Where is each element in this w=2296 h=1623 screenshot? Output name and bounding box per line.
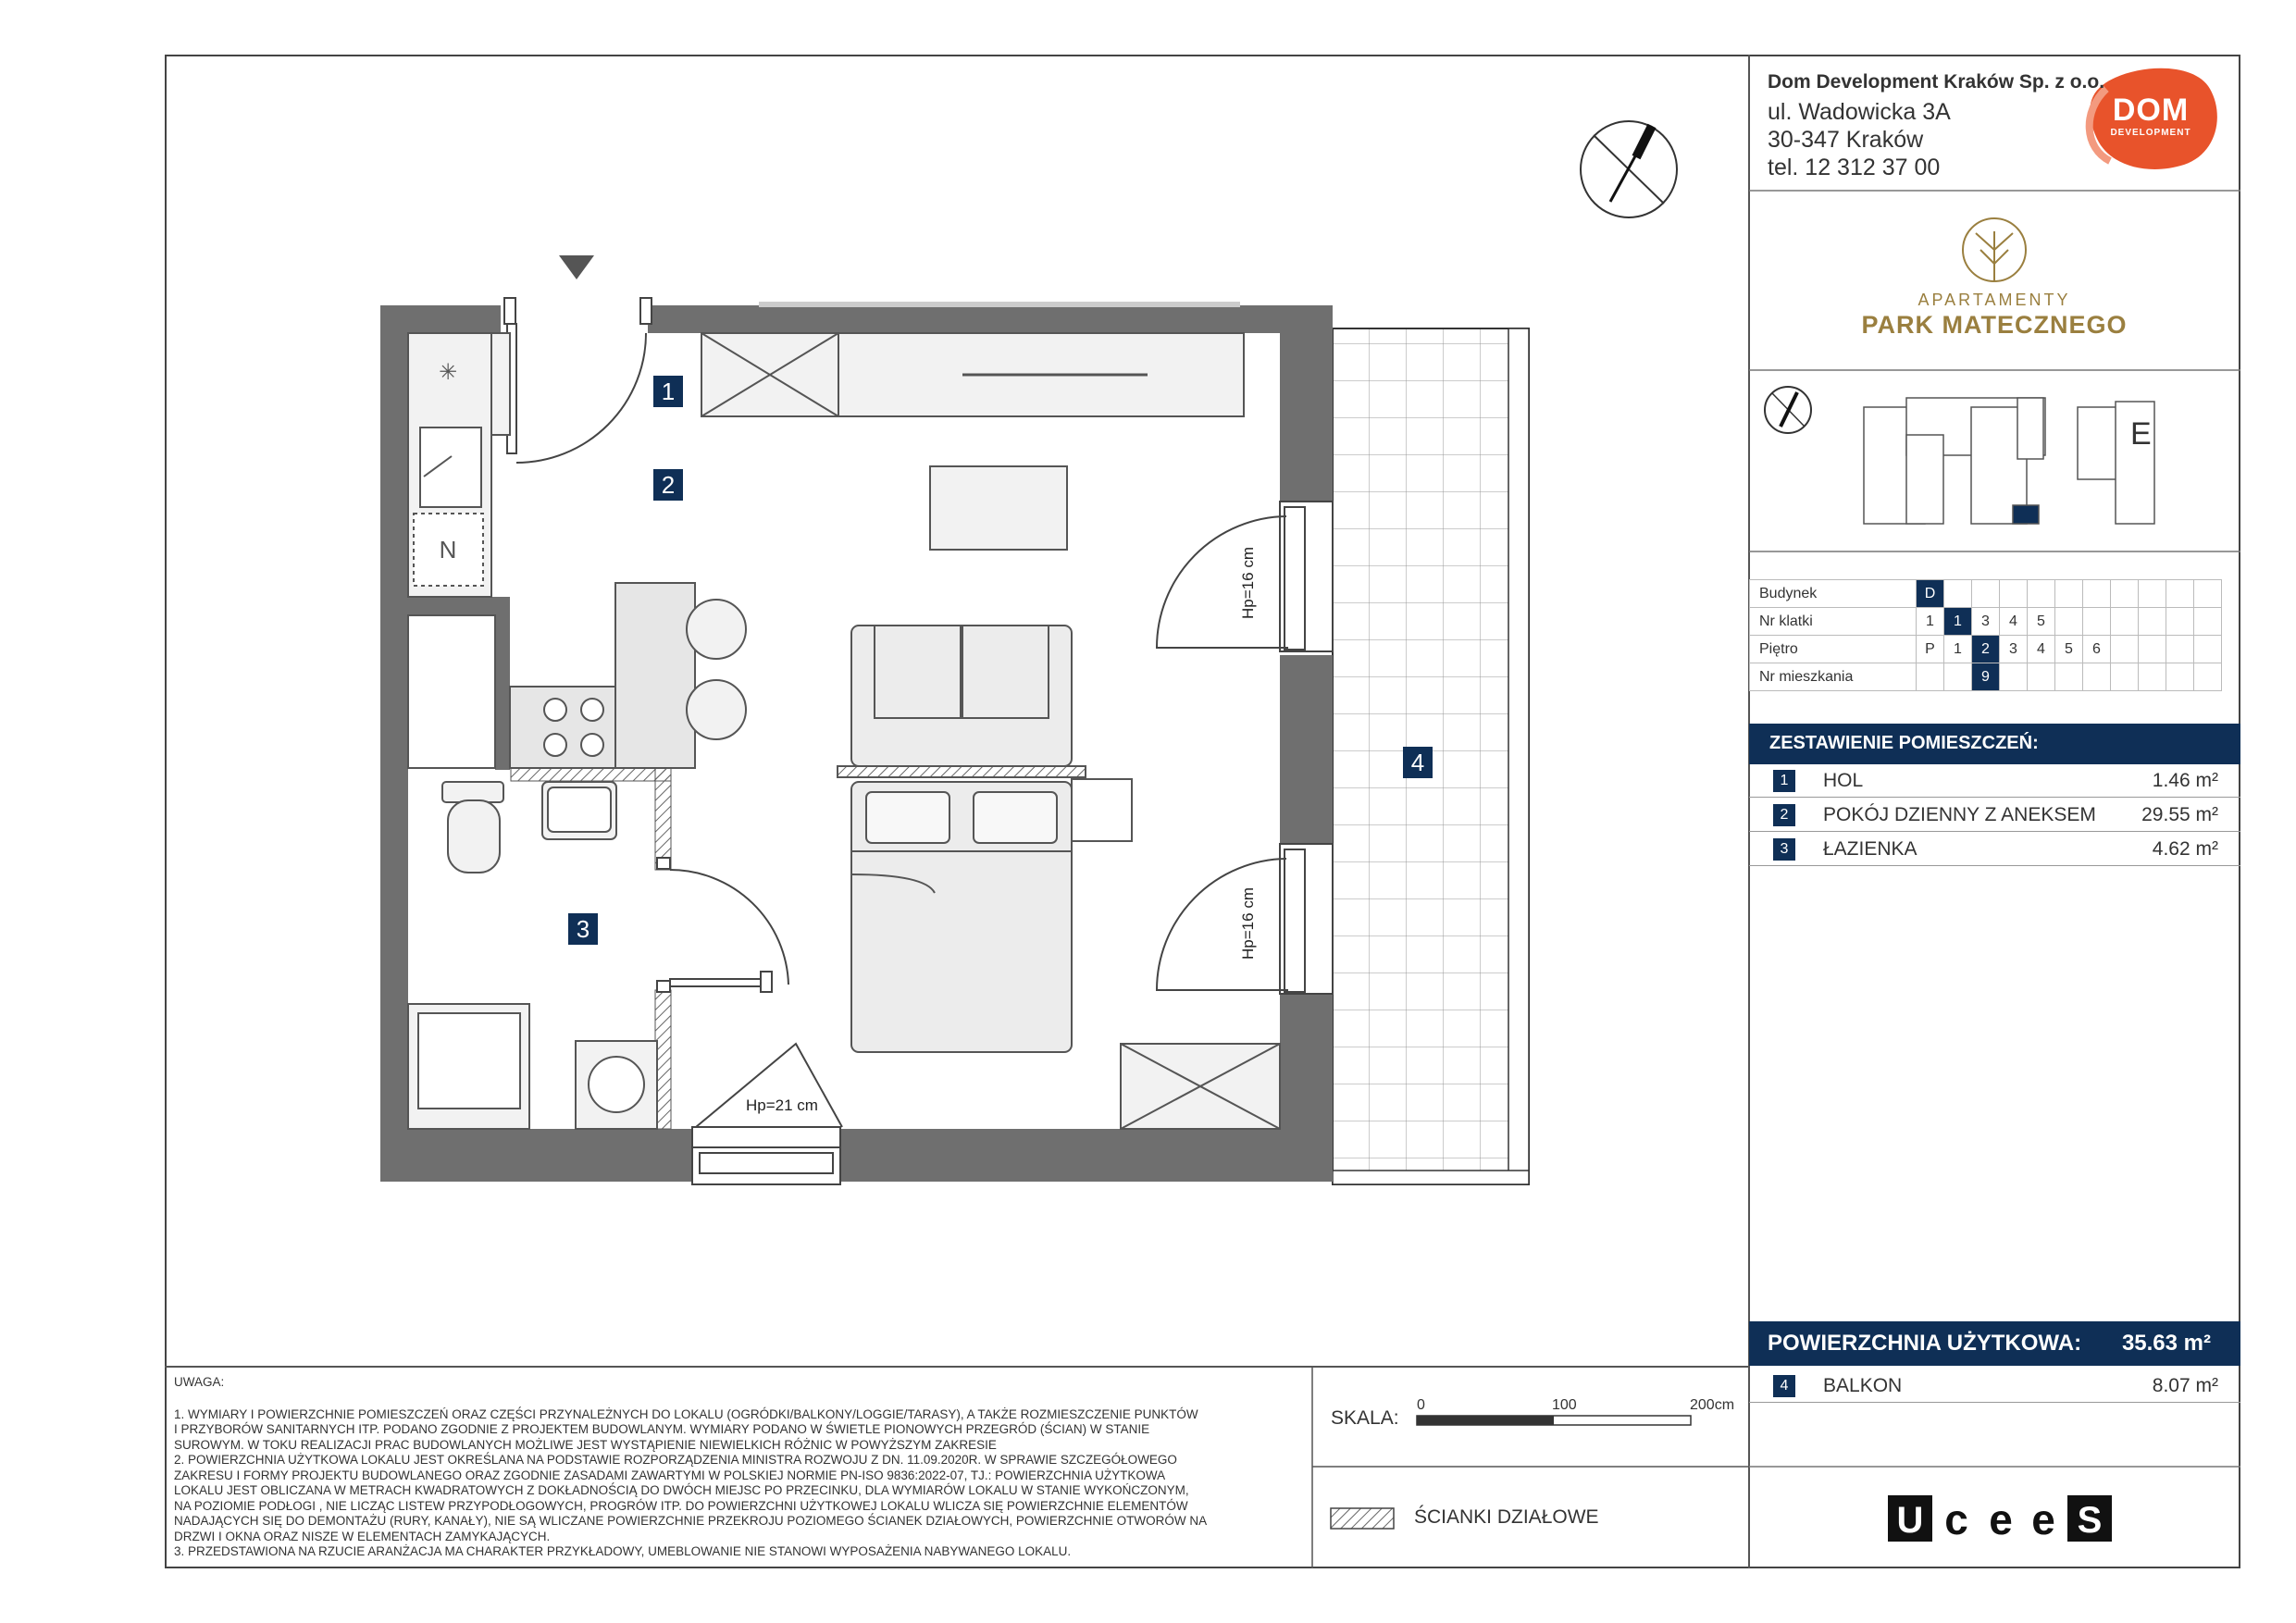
location-cell (1944, 580, 1972, 608)
compass-icon (1581, 121, 1677, 217)
location-cell: 4 (2000, 608, 2028, 636)
location-cell (2139, 636, 2166, 663)
location-cell (2194, 663, 2222, 691)
svg-text:✳: ✳ (438, 360, 458, 385)
keyplan-compass-icon (1765, 387, 1811, 433)
note-line: LOKALU JEST OBLICZANA W METRACH KWADRATOWYCH Z DOKŁADNOŚCIĄ DO DWÓCH MIEJSC PO PRZECINKU, DLA WYMIARÓW LOKALU W STANIE WYKOŃCZONYM, (174, 1483, 1189, 1497)
location-cell: 3 (2000, 636, 2028, 663)
scale-tick-0: 0 (1417, 1397, 1425, 1413)
location-cell (2166, 580, 2194, 608)
keyplan (1864, 398, 2154, 524)
location-table (1749, 579, 2222, 691)
location-cell: P (1917, 636, 1944, 663)
company-info (1768, 68, 2104, 181)
usable-area-value: 35.63 m² (2121, 1331, 2211, 1356)
location-cell (1917, 663, 1944, 691)
tree-emblem-icon (1963, 218, 2026, 281)
location-cell (2083, 663, 2111, 691)
svg-text:U: U (1896, 1500, 1924, 1541)
location-row (1750, 608, 2222, 636)
room-number: 2 (1773, 804, 1795, 826)
usable-area-bar (1749, 1321, 2240, 1366)
location-cell (2194, 608, 2222, 636)
company-phone: tel. 12 312 37 00 (1768, 155, 1941, 180)
svg-text:S: S (2077, 1500, 2103, 1541)
location-row (1750, 580, 2222, 608)
svg-text:e: e (2031, 1495, 2055, 1543)
entrance-arrow-icon (559, 255, 594, 279)
svg-text:c: c (1944, 1495, 1968, 1543)
balcony-row (1749, 1369, 2240, 1403)
location-cell: 6 (2083, 636, 2111, 663)
sofa (838, 626, 1086, 777)
table (930, 466, 1067, 550)
note-line: SUROWYM. W TOKU REALIZACJI PRAC BUDOWLANYCH MOŻLIWE JEST WYSTĄPIENIE NIEWIELKICH RÓŻNIC W POWYŻSZYM ZAKRESIE (174, 1437, 997, 1452)
note-line: DRZWI I OKNA ORAZ NISZE W ELEMENTACH ZAMYKAJĄCYCH. (174, 1529, 551, 1543)
partition-legend-swatch (1331, 1508, 1394, 1529)
keyplan-label: E (2130, 416, 2152, 452)
usable-area-label: POWIERZCHNIA UŻYTKOWA: (1768, 1331, 2082, 1356)
note-line: NA POZIOMIE PODŁOGI , NIE LICZĄC LISTEW PRZYPODŁOGOWYCH, PROGRÓW ITP. DO POWIERZCHNI UŻYTKOWEJ LOKALU WLICZA SIĘ POWIERZCHNIE ELEMENTÓW (174, 1498, 1188, 1513)
location-cell (2055, 580, 2083, 608)
company-name: Dom Development Kraków Sp. z o.o. (1768, 71, 2105, 93)
room-name: POKÓJ DZIENNY Z ANEKSEM (1823, 804, 2096, 825)
dom-development-logo (2090, 67, 2212, 168)
location-row-label: Piętro (1750, 636, 1917, 663)
scale-tick-100: 100 (1552, 1397, 1577, 1413)
location-cell (2055, 608, 2083, 636)
room-number: 3 (1773, 838, 1795, 861)
company-city: 30-347 Kraków (1768, 127, 1924, 153)
brand-line-1: APARTAMENTY (1917, 291, 2071, 309)
room-tag-1: 1 (653, 376, 683, 407)
svg-text:e: e (1989, 1495, 2013, 1543)
bathroom-fixtures (408, 782, 657, 1129)
company-street: ul. Wadowicka 3A (1768, 99, 1951, 125)
room-tag-2: 2 (653, 469, 683, 501)
note-line: I PRZYBORÓW SANITARNYCH ITP. PODANO ZGODNIE Z PROJEKTEM BUDOWLANYM. WYMIARY PODANO W ŚWIETLE PIONOWYCH PRZEGRÓD (ŚCIAN) W STANIE (174, 1422, 1150, 1436)
location-cell: 1 (1917, 608, 1944, 636)
location-cell: 5 (2055, 636, 2083, 663)
scale-bar (1417, 1416, 1691, 1425)
location-cell (2111, 663, 2139, 691)
balcony-name: BALKON (1823, 1375, 1903, 1396)
location-cell: 4 (2028, 636, 2055, 663)
cabinet (1121, 1044, 1280, 1129)
balcony-area: 8.07 m² (2152, 1375, 2218, 1396)
location-cell: 2 (1972, 636, 2000, 663)
location-cell (2166, 608, 2194, 636)
location-row-label: Budynek (1750, 580, 1917, 608)
scale-tick-200: 200cm (1690, 1397, 1735, 1413)
window-label-upper: Hp=16 cm (1238, 547, 1257, 619)
location-cell (2139, 580, 2166, 608)
note-line: 1. WYMIARY I POWIERZCHNIE POMIESZCZEŃ ORAZ CZĘŚCI PRZYNALEŻNYCH DO LOKALU (OGRÓDKI/BALKONY/LOGGIE/TARASY), A TAKŻE ROZMIESZCZENIE PUNKTÓW (174, 1406, 1198, 1421)
bathroom-door (657, 858, 788, 992)
note-line: ZAKRESU I FORMY PROJEKTU BUDOWLANEGO ORAZ ZGODNIE ZASADAMI ZAWARTYMI W POLSKIEJ NORMIE PN-ISO 9836:2022-07, TJ.: POWIERZCHNIA UŻYTKOWA (174, 1468, 1166, 1482)
bed (851, 779, 1132, 1052)
location-cell (2111, 636, 2139, 663)
location-cell (2166, 663, 2194, 691)
room-name: ŁAZIENKA (1823, 838, 1917, 860)
wardrobe (701, 333, 1244, 416)
brand-line-2: PARK MATECZNEGO (1861, 311, 2128, 339)
window-label-lower: Hp=16 cm (1238, 887, 1257, 960)
note-line: NADAJĄCYCH SIĘ DO DEMONTAŻU (RURY, KANAŁY), NIE SĄ WLICZANE POWIERZCHNIE PRZEKROJU POZIOMEGO ŚCIANEK DZIAŁOWYCH, POWIERZCHNIE OTWORÓW NA (174, 1514, 1208, 1528)
room-number: 1 (1773, 770, 1795, 792)
location-cell (2000, 580, 2028, 608)
location-row-label: Nr mieszkania (1750, 663, 1917, 691)
location-cell (2194, 636, 2222, 663)
location-cell (2139, 663, 2166, 691)
note-line: 3. PRZEDSTAWIONA NA RZUCIE ARANŻACJA MA CHARAKTER PRZYKŁADOWY, UMEBLOWANIE NIE STANOWI WYPOSAŻENIA NABYWANEGO LOKALU. (174, 1544, 1072, 1558)
location-cell (2194, 580, 2222, 608)
location-cell (2111, 608, 2139, 636)
location-cell (2083, 580, 2111, 608)
location-row (1750, 663, 2222, 691)
kitchen-island (510, 583, 746, 768)
location-cell: 9 (1972, 663, 2000, 691)
location-row-label: Nr klatki (1750, 608, 1917, 636)
kitchen-units (408, 333, 510, 597)
location-cell (2139, 608, 2166, 636)
room-row (1749, 764, 2240, 798)
location-cell: D (1917, 580, 1944, 608)
location-cell (2166, 636, 2194, 663)
room-name: HOL (1823, 770, 1864, 791)
location-cell (1944, 663, 1972, 691)
room-tag-3: 3 (568, 913, 598, 945)
dom-logo-subtext: DEVELOPMENT (2110, 128, 2191, 138)
location-cell (2055, 663, 2083, 691)
room-area: 4.62 m² (2152, 838, 2218, 860)
location-cell (1972, 580, 2000, 608)
location-cell: 3 (1972, 608, 2000, 636)
location-cell (2083, 608, 2111, 636)
balcony-number: 4 (1773, 1375, 1795, 1397)
location-cell (2028, 580, 2055, 608)
location-cell: 1 (1944, 636, 1972, 663)
room-area: 29.55 m² (2141, 804, 2218, 825)
location-cell: 5 (2028, 608, 2055, 636)
dom-logo-text: DOM (2112, 93, 2190, 128)
notes-block (174, 1375, 1305, 1560)
location-row (1750, 636, 2222, 663)
room-area: 1.46 m² (2152, 770, 2218, 791)
location-cell: 1 (1944, 608, 1972, 636)
location-cell (2028, 663, 2055, 691)
note-line: 2. POWIERZCHNIA UŻYTKOWA LOKALU JEST OKREŚLANA NA PODSTAWIE ROZPORZĄDZENIA MINISTRA ROZWOJU Z DN. 11.09.2020R. W SPRAWIE SZCZEGÓŁOWEGO (174, 1453, 1177, 1467)
notes-title: UWAGA: (174, 1375, 225, 1389)
fridge (408, 615, 495, 768)
legend-label: ŚCIANKI DZIAŁOWE (1414, 1506, 1599, 1528)
location-cell (2111, 580, 2139, 608)
room-row (1749, 833, 2240, 866)
ucees-logo (1888, 1493, 2112, 1543)
svg-text:N: N (439, 536, 457, 564)
location-cell (2000, 663, 2028, 691)
entrance-door (504, 298, 652, 463)
room-row (1749, 799, 2240, 832)
rooms-header: ZESTAWIENIE POMIESZCZEŃ: (1749, 724, 2240, 764)
room-tag-4: 4 (1403, 747, 1433, 778)
window-label-bathroom: Hp=21 cm (746, 1096, 818, 1114)
scale-label: SKALA: (1331, 1407, 1399, 1429)
